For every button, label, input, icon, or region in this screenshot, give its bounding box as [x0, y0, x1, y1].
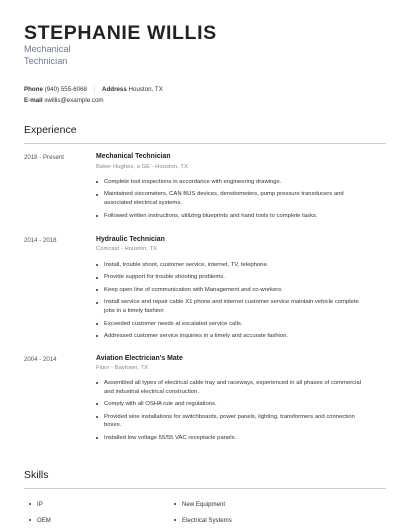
- experience-heading: Experience: [24, 124, 77, 136]
- bullet-item: Install service and repair cable X1 phone and internet customer service maintain vehicle complete jobs in a timely fashion: [96, 298, 371, 315]
- contact-line-email: [24, 97, 104, 104]
- experience-divider: [24, 143, 386, 144]
- skill-item: New Equipment: [174, 501, 225, 508]
- bullet-item: Keep open line of communication with Management and co-workers.: [96, 286, 371, 295]
- bullet-item: Provide support for trouble shooting problems.: [96, 273, 371, 282]
- skill-item: Electrical Systems: [174, 517, 232, 524]
- bullet-item: Assembled all types of electrical cable tray and raceways, experienced in all phases of commercial and industrial electrical construction.: [96, 379, 371, 396]
- job-company: Fluor - Baytown, TX: [96, 365, 148, 371]
- address-label: Address: [102, 86, 127, 93]
- job-title-line-1: Mechanical: [24, 44, 71, 54]
- contact-line-phone-address: [24, 86, 163, 93]
- bullet-item: Installed low voltage 55/55 VAC receptacle panels.: [96, 434, 371, 443]
- job-title: Hydraulic Technician: [96, 236, 165, 243]
- email-value: swillis@example.com: [44, 97, 104, 104]
- job-bullets: [96, 379, 371, 446]
- job-bullets: [96, 178, 371, 224]
- skills-heading: Skills: [24, 469, 49, 481]
- job-dates: 2004 - 2014: [24, 356, 57, 363]
- bullet-item: Maintained viscometers, CAN BUS devices, densitometers, pump pressure transducers and associated electrical systems.: [96, 190, 371, 207]
- job-company: Baker Hughes, a GE - Houston, TX: [96, 164, 188, 170]
- contact-separator: |: [93, 86, 96, 93]
- bullet-item: Provided wire installations for switchboards, power panels, lighting, transformers and connection boxes.: [96, 413, 371, 430]
- candidate-name: STEPHANIE WILLIS: [24, 22, 217, 44]
- bullet-item: Addressed customer service inquiries in a timely and accurate fashion.: [96, 332, 371, 341]
- job-dates: 2014 - 2018: [24, 237, 57, 244]
- bullet-item: Comply with all OSHA rule and regulations.: [96, 400, 371, 409]
- bullet-item: Exceeded customer needs at escalated service calls.: [96, 320, 371, 329]
- job-dates: 2018 - Present: [24, 154, 64, 161]
- bullet-item: Install, trouble shoot, customer service, internet, TV, telephone.: [96, 261, 371, 270]
- job-company: Comcast - Houston, TX: [96, 246, 158, 252]
- job-title-line-2: Technician: [24, 56, 68, 66]
- phone-label: Phone: [24, 86, 43, 93]
- job-title: Aviation Electrician's Mate: [96, 355, 183, 362]
- phone-value: (940) 555-6068: [44, 86, 87, 93]
- job-bullets: [96, 261, 371, 345]
- email-label: E-mail: [24, 97, 43, 104]
- address-value: Houston, TX: [128, 86, 163, 93]
- bullet-item: Followed written instructions, utilizing blueprints and hand tools to complete tasks.: [96, 212, 371, 221]
- skills-divider: [24, 488, 386, 489]
- job-title: Mechanical Technician: [96, 153, 171, 160]
- skill-item: OEM: [29, 517, 51, 524]
- skill-item: IP: [29, 501, 43, 508]
- bullet-item: Complete tool inspections in accordance with engineering drawings.: [96, 178, 371, 187]
